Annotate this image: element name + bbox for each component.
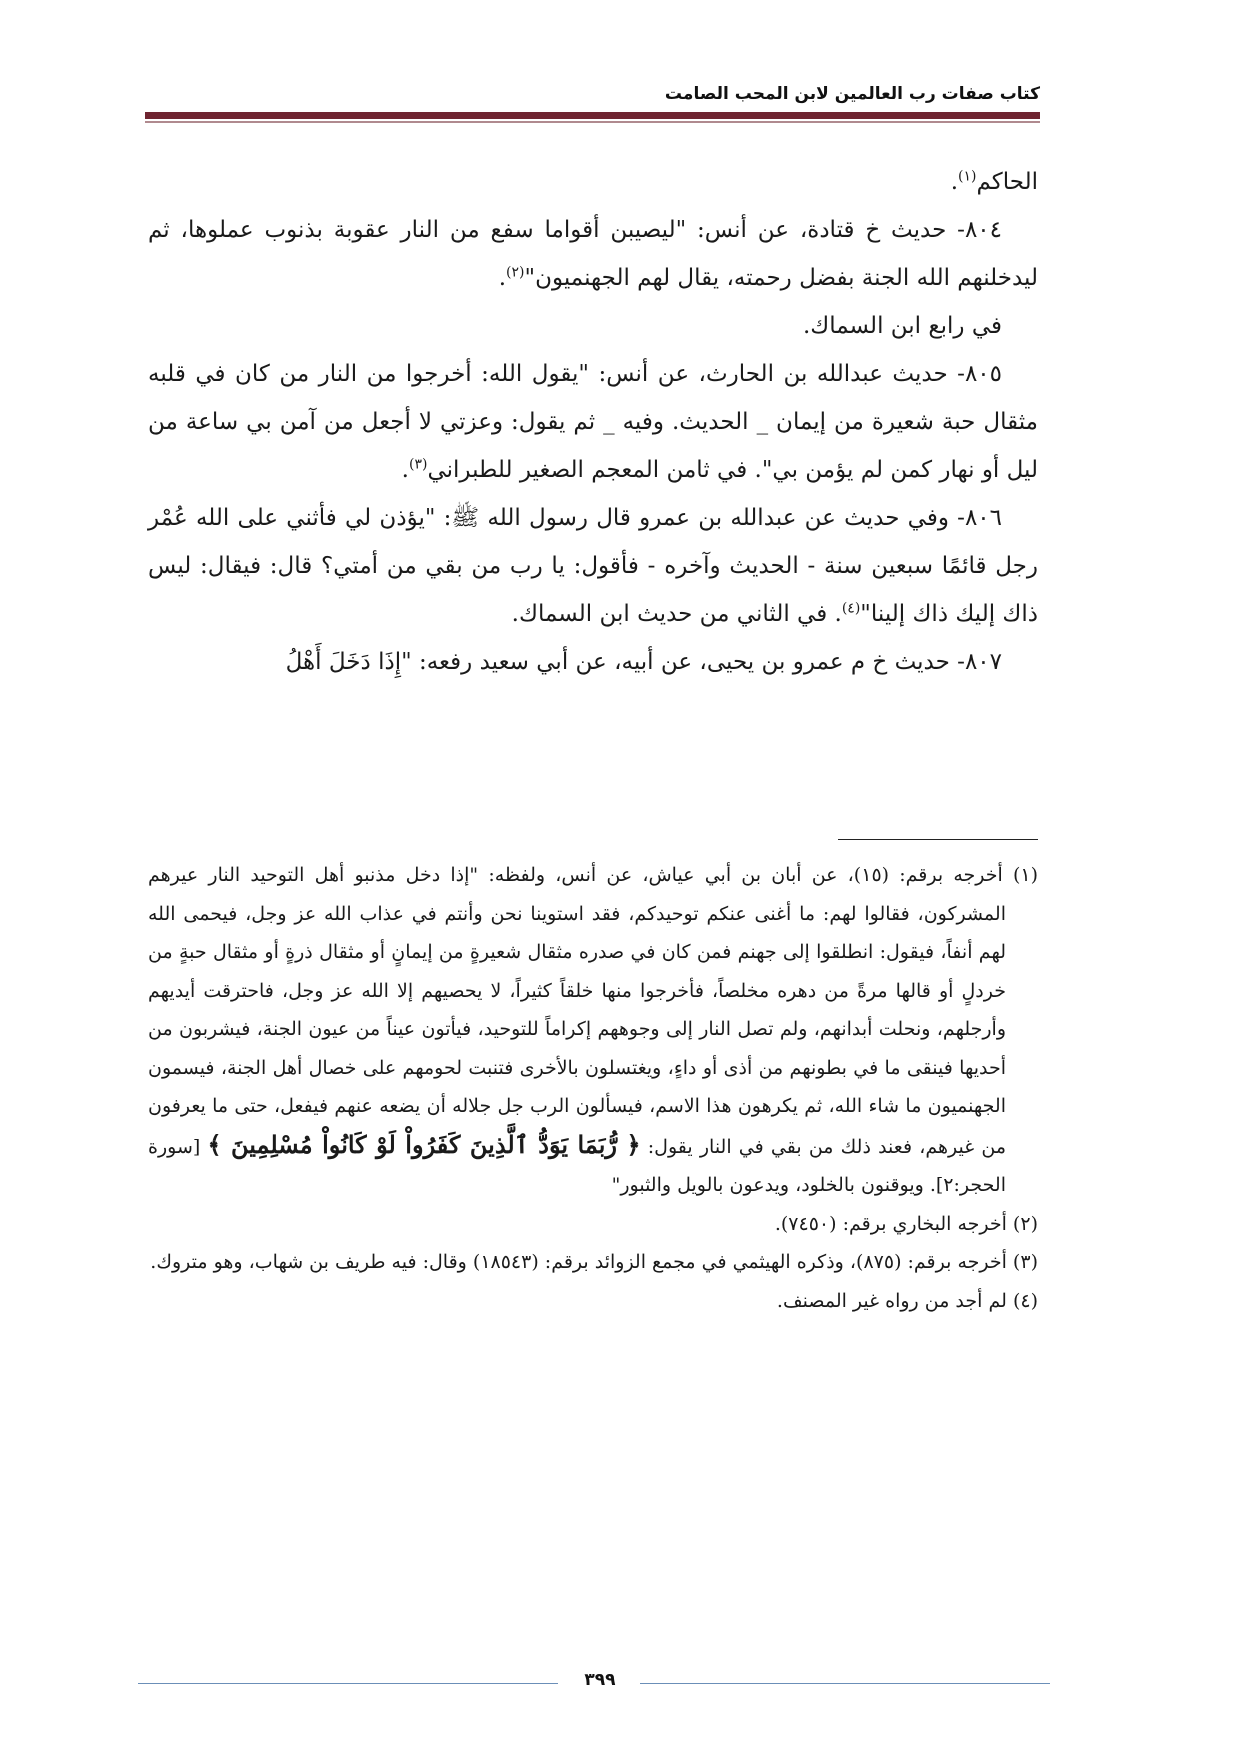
footnote-separator (838, 839, 1038, 840)
paragraph-end: . (950, 169, 959, 195)
footnote-1 (148, 856, 1038, 1205)
footnote-text: (١) أخرجه برقم: (١٥)، عن أبان بن أبي عياش، عن أنس، ولفظه: "إذا دخل مذنبو أهل التوحيد النار عيرهم المشركون، فقالوا لهم: ما أغنى عنكم توحيدكم، فقد استوينا نحن وأنتم في عذاب الله عز وجل، فيحمى الله لهم أنفاً، فيقول: انطلقوا إلى جهنم فمن كان في صدره مثقال شعيرةٍ من إيمانٍ أو مثقال ذرةٍ أو مثقال حبةٍ من خردلٍ أو قالها مرةً من دهره مخلصاً، فأخرجوا منها خلقاً كثيراً، لا يحصيهم إلا الله عز وجل، فاحترقت أيديهم وأرجلهم، ونحلت أبدانهم، ولم تصل النار إلى وجوههم إكراماً للتوحيد، فيأتون عيناً من عيون الجنة، فيشربون من أحديها فينقى ما في بطونهم من أذى أو داءٍ، ويغتسلون بالأخرى فتنبت لحومهم على خصال أهل الجنة، فيسمون الجهنميون ما شاء الله، ثم يكرهون هذا الاسم، فيسألون الرب جل جلاله أن يضعه عنهم فيفعل، حتى ما يعرفون من غيرهم، فعند ذلك من بقي في النار يقول: (148, 864, 1038, 1158)
source-note: في رابع ابن السماك. (802, 313, 1002, 339)
footnote-2: (٢) أخرجه البخاري برقم: (٧٤٥٠). (774, 1212, 1038, 1235)
footnote-ref-1: (١) (958, 168, 977, 185)
hadith-807: ٨٠٧- حديث خ م عمرو بن يحيى، عن أبيه، عن أبي سعيد رفعه: "إِذَا دَخَلَ أَهْلُ (285, 649, 1002, 675)
hadith-805 (148, 350, 1038, 494)
main-body-text (148, 158, 1038, 686)
footnote-ref-4: (٤) (841, 600, 861, 617)
hadith-806 (148, 494, 1038, 638)
paragraph-end: . (498, 265, 507, 291)
footnote-ref-2: (٢) (506, 264, 525, 281)
footer-rule-left (138, 1683, 558, 1684)
paragraph-text: ٨٠٤- حديث خ قتادة، عن أنس: "ليصيبن أقواما سفع من النار عقوبة بذنوب عملوها، ثم ليدخلنهم الله الجنة بفضل رحمته، يقال لهم الجهنميون" (148, 217, 1038, 291)
footnote-text: [سورة الحجر:٢]. ويوقنون بالخلود، ويدعون بالويل والثبور" (148, 1135, 1006, 1196)
paragraph-text: ٨٠٦- وفي حديث عن عبدالله بن عمرو قال رسول الله ﷺ: "يؤذن لي فأثني على الله عُمْر رجل قائمًا سبعين سنة - الحديث وآخره - فأقول: يا رب من بقي من أمتي؟ قال: فيقال: ليس ذاك إليك ذاك إلينا" (148, 505, 1038, 627)
footnotes-section (148, 856, 1038, 1320)
footer-rule-right (640, 1683, 1050, 1684)
paragraph-text: الحاكم (976, 169, 1038, 195)
running-header-title: كتاب صفات رب العالمين لابن المحب الصامت (664, 84, 1040, 104)
page-number: ٣٩٩ (584, 1670, 616, 1690)
paragraph-end: . في الثاني من حديث ابن السماك. (511, 601, 842, 627)
paragraph-text: ٨٠٥- حديث عبدالله بن الحارث، عن أنس: "يقول الله: أخرجوا من النار من كان في قلبه مثقال حبة شعيرة من إيمان _ الحديث. وفيه _ ثم يقول: وعزتي لا أجعل من آمن بي ساعة من ليل أو نهار كمن لم يؤمن بي". في ثامن المعجم الصغير للطبراني (148, 361, 1038, 483)
paragraph-end: . (401, 457, 409, 483)
footnote-ref-3: (٣) (408, 456, 428, 473)
footnote-4: (٤) لم أجد من رواه غير المصنف. (776, 1289, 1038, 1312)
paragraph-continuation (148, 158, 1038, 206)
header-rule-thick (145, 112, 1040, 119)
footnote-3: (٣) أخرجه برقم: (٨٧٥)، وذكره الهيثمي في مجمع الزوائد برقم: (١٨٥٤٣) وقال: فيه طريف بن شهاب، وهو متروك. (150, 1251, 1038, 1273)
hadith-804 (148, 206, 1038, 302)
header-rule-thin (145, 121, 1040, 123)
quran-verse: ﴿ رُّبَمَا يَوَدُّ ٱلَّذِينَ كَفَرُواْ لَوْ كَانُواْ مُسْلِمِينَ ﴾ (207, 1129, 641, 1159)
